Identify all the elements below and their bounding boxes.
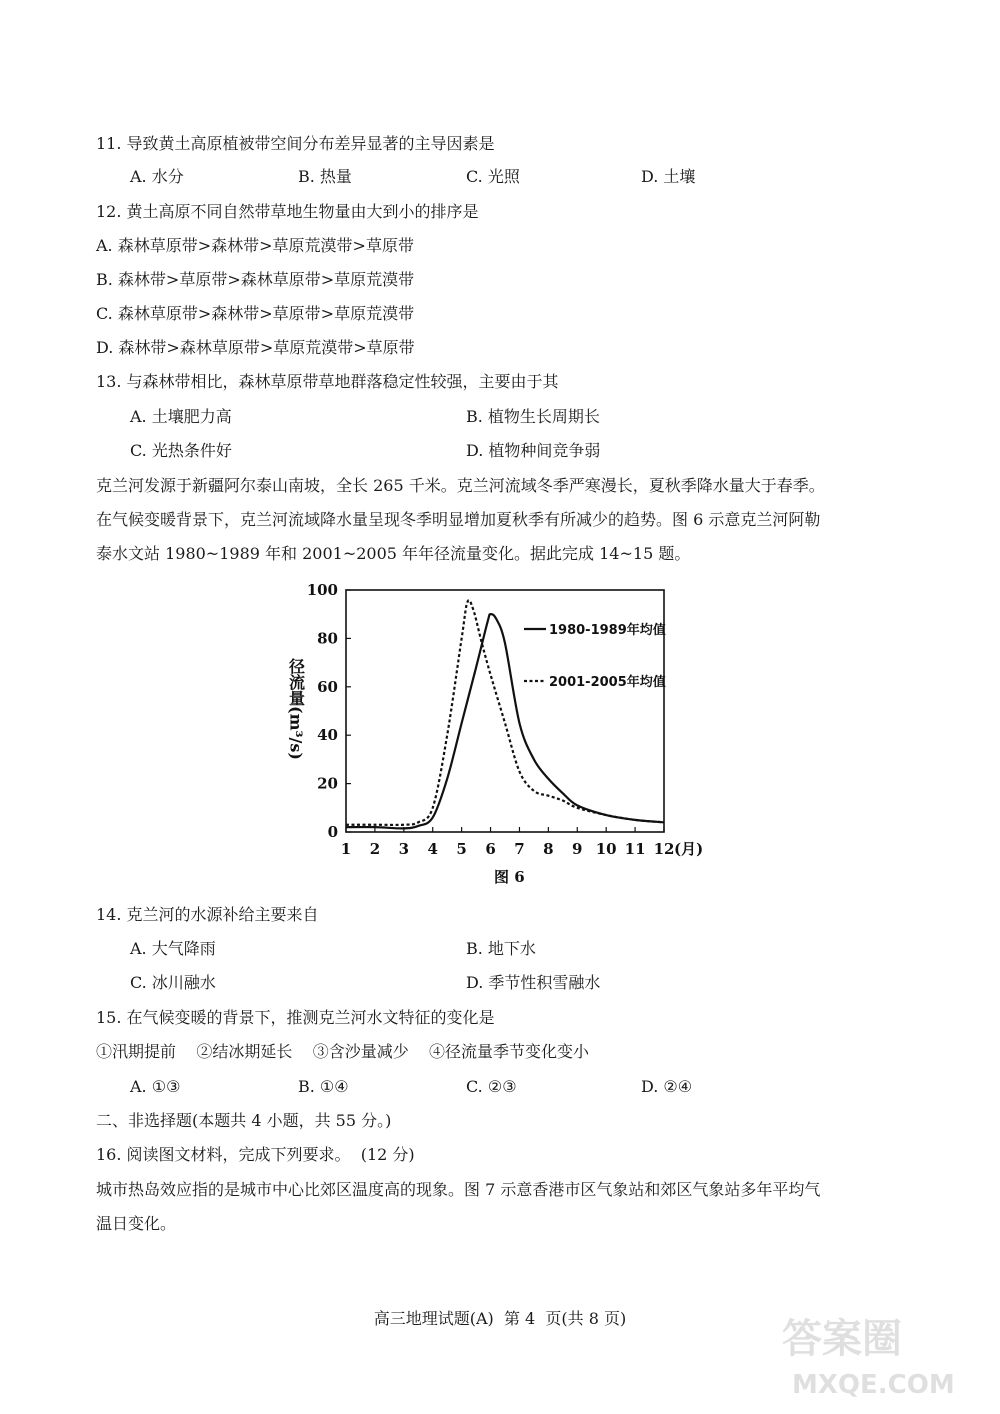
q15-stem: 15. 在气候变暖的背景下，推测克兰河水文特征的变化是 bbox=[96, 1008, 495, 1027]
passage-line-2: 在气候变暖背景下，克兰河流域降水量呈现冬季明显增加夏秋季有所减少的趋势。图 6 示意克兰河阿勒 bbox=[96, 510, 821, 529]
y-tick-label: 60 bbox=[317, 677, 338, 696]
x-tick-label: 2 bbox=[369, 840, 381, 858]
q15-option-a: A. ①③ bbox=[130, 1077, 181, 1096]
q12-option-a: A. 森林草原带>森林带>草原荒漠带>草原带 bbox=[96, 236, 414, 255]
q12-stem: 12. 黄土高原不同自然带草地生物量由大到小的排序是 bbox=[96, 202, 479, 221]
q16-stem: 16. 阅读图文材料，完成下列要求。 (12 分) bbox=[96, 1145, 415, 1164]
x-tick-label: 8 bbox=[543, 840, 554, 858]
q15-option-d: D. ②④ bbox=[641, 1077, 693, 1096]
q13-option-c: C. 光热条件好 bbox=[130, 441, 232, 460]
q16-text-line-2: 温日变化。 bbox=[96, 1214, 177, 1233]
x-tick-label: 10 bbox=[595, 840, 617, 858]
q12-option-c: C. 森林草原带>森林带>草原带>草原荒漠带 bbox=[96, 304, 415, 323]
q11-stem: 11. 导致黄土高原植被带空间分布差异显著的主导因素是 bbox=[96, 134, 495, 153]
q15-option-c: C. ②③ bbox=[466, 1077, 517, 1096]
x-tick-label: 9 bbox=[572, 840, 583, 858]
q11-option-a: A. 水分 bbox=[130, 167, 184, 186]
y-tick-label: 0 bbox=[327, 823, 338, 841]
x-tick-label: 7 bbox=[514, 840, 525, 858]
runoff-chart bbox=[282, 578, 722, 888]
q15-statements: ①汛期提前 ②结冰期延长 ③含沙量减少 ④径流量季节变化变小 bbox=[96, 1042, 590, 1061]
series-line-1 bbox=[346, 614, 664, 828]
passage-line-1: 克兰河发源于新疆阿尔泰山南坡，全长 265 千米。克兰河流域冬季严寒漫长，夏秋季降水量大于春季。 bbox=[96, 476, 825, 495]
q14-option-c: C. 冰川融水 bbox=[130, 973, 216, 992]
x-tick-label: 6 bbox=[485, 840, 496, 858]
q14-option-b: B. 地下水 bbox=[466, 939, 536, 958]
x-tick-label: 5 bbox=[456, 840, 467, 858]
q11-option-b: B. 热量 bbox=[298, 167, 352, 186]
q12-option-d: D. 森林带>森林草原带>草原荒漠带>草原带 bbox=[96, 338, 415, 357]
q11-option-c: C. 光照 bbox=[466, 167, 520, 186]
legend-label-2: 2001-2005年均值 bbox=[549, 675, 666, 690]
y-tick-label: 40 bbox=[317, 726, 338, 745]
q15-option-b: B. ①④ bbox=[298, 1077, 349, 1096]
x-tick-label: 4 bbox=[427, 840, 438, 858]
q12-option-b: B. 森林带>草原带>森林草原带>草原荒漠带 bbox=[96, 270, 415, 289]
y-tick-label: 20 bbox=[317, 774, 338, 793]
x-tick-label: 11 bbox=[624, 840, 646, 858]
chart-legend bbox=[524, 622, 666, 690]
chart-caption: 图 6 bbox=[494, 868, 525, 886]
chart-y-axis-label: 径流量(m³/s) bbox=[286, 658, 306, 760]
watermark-top: 答案圈 bbox=[782, 1316, 902, 1362]
x-tick-label: 3 bbox=[398, 840, 410, 858]
page-footer: 高三地理试题(A) 第 4 页(共 8 页) bbox=[373, 1309, 627, 1328]
x-axis-unit: (月) bbox=[674, 840, 704, 858]
q13-option-b: B. 植物生长周期长 bbox=[466, 407, 600, 426]
passage-line-3: 泰水文站 1980~1989 年和 2001~2005 年年径流量变化。据此完成 14~15 题。 bbox=[96, 544, 691, 563]
q13-stem: 13. 与森林带相比，森林草原带草地群落稳定性较强，主要由于其 bbox=[96, 372, 559, 391]
watermark-bottom: MXQE.COM bbox=[792, 1370, 955, 1400]
y-tick-label: 80 bbox=[317, 629, 338, 648]
x-tick-label: 1 bbox=[340, 840, 352, 858]
legend-label-1: 1980-1989年均值 bbox=[549, 623, 666, 638]
q14-option-a: A. 大气降雨 bbox=[130, 939, 216, 958]
q13-option-a: A. 土壤肥力高 bbox=[130, 407, 232, 426]
q16-text-line-1: 城市热岛效应指的是城市中心比郊区温度高的现象。图 7 示意香港市区气象站和郊区气象站多年平均气 bbox=[96, 1180, 821, 1199]
q14-option-d: D. 季节性积雪融水 bbox=[466, 973, 601, 992]
q14-stem: 14. 克兰河的水源补给主要来自 bbox=[96, 905, 319, 924]
section-2-heading: 二、非选择题(本题共 4 小题，共 55 分。) bbox=[96, 1111, 392, 1130]
x-tick-label: 12 bbox=[653, 840, 675, 858]
q11-option-d: D. 土壤 bbox=[641, 167, 696, 186]
watermark-logo bbox=[772, 1307, 982, 1402]
y-tick-label: 100 bbox=[306, 581, 338, 599]
q13-option-d: D. 植物种间竞争弱 bbox=[466, 441, 601, 460]
